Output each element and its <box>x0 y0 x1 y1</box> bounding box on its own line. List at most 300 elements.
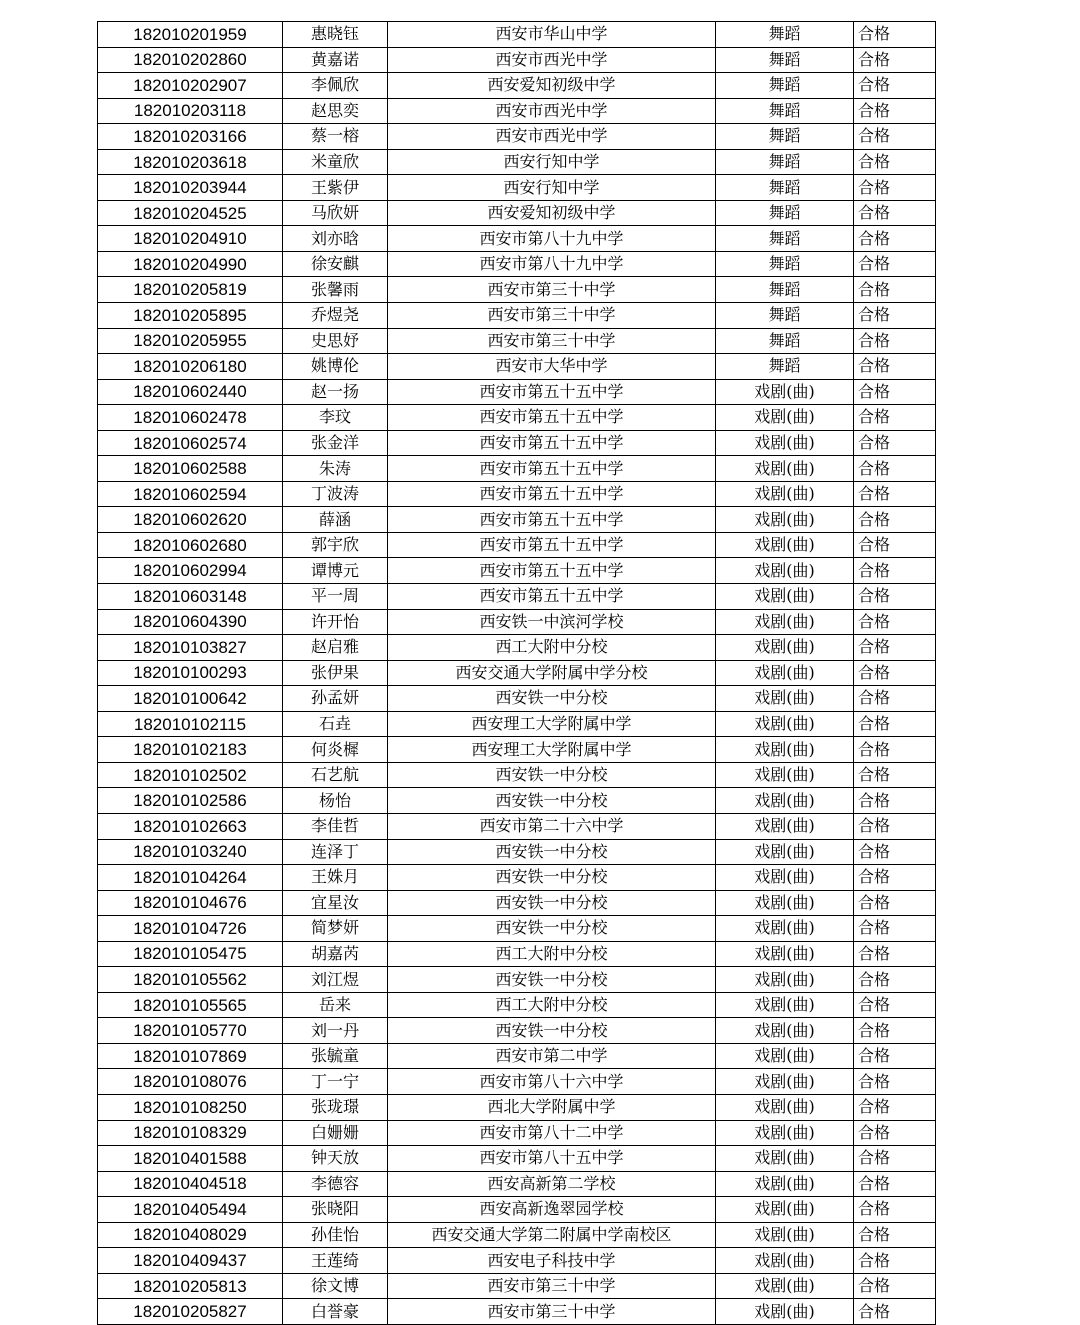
table-row <box>98 890 936 916</box>
category-cell: 舞蹈 <box>716 47 854 73</box>
category-cell: 戏剧(曲) <box>716 839 854 865</box>
school-cell: 西安铁一中分校 <box>388 762 716 788</box>
school-cell: 西安市华山中学 <box>388 22 716 48</box>
result-cell: 合格 <box>854 303 936 329</box>
exam-id-cell: 182010602680 <box>98 532 283 558</box>
exam-id-cell: 182010602478 <box>98 405 283 431</box>
category-cell: 舞蹈 <box>716 175 854 201</box>
table-row <box>98 1094 936 1120</box>
table-row <box>98 277 936 303</box>
result-cell: 合格 <box>854 916 936 942</box>
student-name-cell: 张伊果 <box>283 660 388 686</box>
student-name-cell: 王紫伊 <box>283 175 388 201</box>
table-row <box>98 354 936 380</box>
result-cell: 合格 <box>854 890 936 916</box>
school-cell: 西安交通大学第二附属中学南校区 <box>388 1222 716 1248</box>
results-table <box>97 21 936 1325</box>
table-row <box>98 865 936 891</box>
category-cell: 戏剧(曲) <box>716 1171 854 1197</box>
student-name-cell: 姚博伦 <box>283 354 388 380</box>
category-cell: 戏剧(曲) <box>716 916 854 942</box>
result-cell: 合格 <box>854 200 936 226</box>
table-row <box>98 1248 936 1274</box>
school-cell: 西安市第三十中学 <box>388 1273 716 1299</box>
exam-id-cell: 182010602440 <box>98 379 283 405</box>
result-cell: 合格 <box>854 251 936 277</box>
student-name-cell: 王莲绮 <box>283 1248 388 1274</box>
student-name-cell: 朱涛 <box>283 456 388 482</box>
student-name-cell: 黄嘉诺 <box>283 47 388 73</box>
result-cell: 合格 <box>854 1069 936 1095</box>
category-cell: 舞蹈 <box>716 22 854 48</box>
category-cell: 戏剧(曲) <box>716 1248 854 1274</box>
exam-id-cell: 182010105565 <box>98 992 283 1018</box>
table-row <box>98 1273 936 1299</box>
exam-id-cell: 182010105475 <box>98 941 283 967</box>
student-name-cell: 李玟 <box>283 405 388 431</box>
table-row <box>98 1120 936 1146</box>
student-name-cell: 郭宇欣 <box>283 532 388 558</box>
category-cell: 舞蹈 <box>716 251 854 277</box>
table-row <box>98 584 936 610</box>
exam-id-cell: 182010108250 <box>98 1094 283 1120</box>
student-name-cell: 马欣妍 <box>283 200 388 226</box>
result-cell: 合格 <box>854 507 936 533</box>
school-cell: 西安市第五十五中学 <box>388 379 716 405</box>
student-name-cell: 米童欣 <box>283 149 388 175</box>
result-cell: 合格 <box>854 73 936 99</box>
table-row <box>98 430 936 456</box>
student-name-cell: 石艺航 <box>283 762 388 788</box>
student-name-cell: 王姝月 <box>283 865 388 891</box>
category-cell: 戏剧(曲) <box>716 532 854 558</box>
exam-id-cell: 182010602994 <box>98 558 283 584</box>
result-cell: 合格 <box>854 558 936 584</box>
category-cell: 戏剧(曲) <box>716 507 854 533</box>
student-name-cell: 徐文博 <box>283 1273 388 1299</box>
school-cell: 西工大附中分校 <box>388 941 716 967</box>
exam-id-cell: 182010203118 <box>98 98 283 124</box>
result-cell: 合格 <box>854 1094 936 1120</box>
school-cell: 西安爱知初级中学 <box>388 200 716 226</box>
school-cell: 西安铁一中分校 <box>388 865 716 891</box>
student-name-cell: 李佳哲 <box>283 813 388 839</box>
school-cell: 西安市第八十五中学 <box>388 1146 716 1172</box>
school-cell: 西安市大华中学 <box>388 354 716 380</box>
category-cell: 戏剧(曲) <box>716 1299 854 1325</box>
school-cell: 西安铁一中分校 <box>388 1018 716 1044</box>
result-cell: 合格 <box>854 456 936 482</box>
result-cell: 合格 <box>854 635 936 661</box>
category-cell: 舞蹈 <box>716 73 854 99</box>
exam-id-cell: 182010102115 <box>98 711 283 737</box>
student-name-cell: 胡嘉芮 <box>283 941 388 967</box>
table-row <box>98 1146 936 1172</box>
result-cell: 合格 <box>854 175 936 201</box>
student-name-cell: 刘江煜 <box>283 967 388 993</box>
result-cell: 合格 <box>854 839 936 865</box>
result-cell: 合格 <box>854 532 936 558</box>
table-row <box>98 532 936 558</box>
exam-id-cell: 182010404518 <box>98 1171 283 1197</box>
exam-id-cell: 182010205819 <box>98 277 283 303</box>
category-cell: 戏剧(曲) <box>716 1043 854 1069</box>
student-name-cell: 张金洋 <box>283 430 388 456</box>
student-name-cell: 史思妤 <box>283 328 388 354</box>
student-name-cell: 孙佳怡 <box>283 1222 388 1248</box>
student-name-cell: 白誉豪 <box>283 1299 388 1325</box>
result-cell: 合格 <box>854 379 936 405</box>
school-cell: 西安行知中学 <box>388 149 716 175</box>
result-cell: 合格 <box>854 711 936 737</box>
category-cell: 戏剧(曲) <box>716 405 854 431</box>
category-cell: 戏剧(曲) <box>716 558 854 584</box>
student-name-cell: 何炎樨 <box>283 737 388 763</box>
student-name-cell: 赵启雅 <box>283 635 388 661</box>
school-cell: 西安市西光中学 <box>388 47 716 73</box>
exam-id-cell: 182010204525 <box>98 200 283 226</box>
school-cell: 西安电子科技中学 <box>388 1248 716 1274</box>
table-row <box>98 73 936 99</box>
result-cell: 合格 <box>854 405 936 431</box>
table-row <box>98 22 936 48</box>
result-cell: 合格 <box>854 992 936 1018</box>
exam-id-cell: 182010401588 <box>98 1146 283 1172</box>
exam-id-cell: 182010602574 <box>98 430 283 456</box>
exam-id-cell: 182010205955 <box>98 328 283 354</box>
exam-id-cell: 182010203618 <box>98 149 283 175</box>
exam-id-cell: 182010108329 <box>98 1120 283 1146</box>
student-name-cell: 钟天放 <box>283 1146 388 1172</box>
exam-id-cell: 182010201959 <box>98 22 283 48</box>
student-name-cell: 丁波涛 <box>283 481 388 507</box>
student-name-cell: 张馨雨 <box>283 277 388 303</box>
table-row <box>98 251 936 277</box>
category-cell: 戏剧(曲) <box>716 1069 854 1095</box>
exam-id-cell: 182010602620 <box>98 507 283 533</box>
student-name-cell: 刘亦晗 <box>283 226 388 252</box>
school-cell: 西安市西光中学 <box>388 98 716 124</box>
category-cell: 戏剧(曲) <box>716 992 854 1018</box>
results-table-body <box>98 22 936 1325</box>
school-cell: 西安市第八十九中学 <box>388 226 716 252</box>
exam-id-cell: 182010408029 <box>98 1222 283 1248</box>
exam-id-cell: 182010102586 <box>98 788 283 814</box>
student-name-cell: 李德容 <box>283 1171 388 1197</box>
result-cell: 合格 <box>854 1146 936 1172</box>
exam-id-cell: 182010103827 <box>98 635 283 661</box>
category-cell: 戏剧(曲) <box>716 1222 854 1248</box>
exam-id-cell: 182010203166 <box>98 124 283 150</box>
school-cell: 西安市第五十五中学 <box>388 456 716 482</box>
exam-id-cell: 182010105770 <box>98 1018 283 1044</box>
result-cell: 合格 <box>854 22 936 48</box>
result-cell: 合格 <box>854 941 936 967</box>
category-cell: 戏剧(曲) <box>716 660 854 686</box>
result-cell: 合格 <box>854 762 936 788</box>
category-cell: 戏剧(曲) <box>716 762 854 788</box>
result-cell: 合格 <box>854 354 936 380</box>
school-cell: 西安市第八十六中学 <box>388 1069 716 1095</box>
category-cell: 戏剧(曲) <box>716 1146 854 1172</box>
result-cell: 合格 <box>854 226 936 252</box>
result-cell: 合格 <box>854 1018 936 1044</box>
school-cell: 西安市第五十五中学 <box>388 558 716 584</box>
table-row <box>98 839 936 865</box>
table-row <box>98 124 936 150</box>
school-cell: 西安市第八十九中学 <box>388 251 716 277</box>
table-row <box>98 149 936 175</box>
result-cell: 合格 <box>854 1120 936 1146</box>
category-cell: 戏剧(曲) <box>716 1094 854 1120</box>
student-name-cell: 白姗姗 <box>283 1120 388 1146</box>
student-name-cell: 李佩欣 <box>283 73 388 99</box>
exam-id-cell: 182010107869 <box>98 1043 283 1069</box>
school-cell: 西安理工大学附属中学 <box>388 737 716 763</box>
category-cell: 舞蹈 <box>716 303 854 329</box>
result-cell: 合格 <box>854 277 936 303</box>
school-cell: 西安高新逸翠园学校 <box>388 1197 716 1223</box>
result-cell: 合格 <box>854 967 936 993</box>
table-row <box>98 303 936 329</box>
category-cell: 戏剧(曲) <box>716 686 854 712</box>
school-cell: 西安行知中学 <box>388 175 716 201</box>
table-row <box>98 558 936 584</box>
exam-id-cell: 182010205827 <box>98 1299 283 1325</box>
result-cell: 合格 <box>854 813 936 839</box>
result-cell: 合格 <box>854 1273 936 1299</box>
school-cell: 西安爱知初级中学 <box>388 73 716 99</box>
student-name-cell: 张晓阳 <box>283 1197 388 1223</box>
school-cell: 西安市第二十六中学 <box>388 813 716 839</box>
exam-id-cell: 182010104726 <box>98 916 283 942</box>
result-cell: 合格 <box>854 865 936 891</box>
student-name-cell: 丁一宁 <box>283 1069 388 1095</box>
school-cell: 西安铁一中分校 <box>388 686 716 712</box>
school-cell: 西安市第八十二中学 <box>388 1120 716 1146</box>
table-row <box>98 660 936 686</box>
exam-id-cell: 182010102183 <box>98 737 283 763</box>
student-name-cell: 薛涵 <box>283 507 388 533</box>
student-name-cell: 张珑璟 <box>283 1094 388 1120</box>
student-name-cell: 平一周 <box>283 584 388 610</box>
school-cell: 西安铁一中滨河学校 <box>388 609 716 635</box>
table-row <box>98 456 936 482</box>
exam-id-cell: 182010104676 <box>98 890 283 916</box>
category-cell: 舞蹈 <box>716 277 854 303</box>
result-cell: 合格 <box>854 481 936 507</box>
school-cell: 西工大附中分校 <box>388 992 716 1018</box>
category-cell: 戏剧(曲) <box>716 1018 854 1044</box>
exam-id-cell: 182010102502 <box>98 762 283 788</box>
table-row <box>98 1222 936 1248</box>
category-cell: 戏剧(曲) <box>716 1120 854 1146</box>
exam-id-cell: 182010603148 <box>98 584 283 610</box>
category-cell: 舞蹈 <box>716 149 854 175</box>
exam-id-cell: 182010202907 <box>98 73 283 99</box>
school-cell: 西安市西光中学 <box>388 124 716 150</box>
table-row <box>98 507 936 533</box>
student-name-cell: 石垚 <box>283 711 388 737</box>
table-row <box>98 967 936 993</box>
result-cell: 合格 <box>854 1248 936 1274</box>
school-cell: 西安铁一中分校 <box>388 839 716 865</box>
result-cell: 合格 <box>854 660 936 686</box>
student-name-cell: 赵一扬 <box>283 379 388 405</box>
result-cell: 合格 <box>854 1197 936 1223</box>
exam-id-cell: 182010202860 <box>98 47 283 73</box>
exam-id-cell: 182010100293 <box>98 660 283 686</box>
table-row <box>98 1299 936 1325</box>
category-cell: 舞蹈 <box>716 354 854 380</box>
table-row <box>98 98 936 124</box>
table-row <box>98 379 936 405</box>
school-cell: 西安市第五十五中学 <box>388 405 716 431</box>
exam-id-cell: 182010205813 <box>98 1273 283 1299</box>
student-name-cell: 赵思奕 <box>283 98 388 124</box>
school-cell: 西安交通大学附属中学分校 <box>388 660 716 686</box>
exam-id-cell: 182010104264 <box>98 865 283 891</box>
category-cell: 戏剧(曲) <box>716 711 854 737</box>
table-row <box>98 941 936 967</box>
exam-id-cell: 182010105562 <box>98 967 283 993</box>
result-cell: 合格 <box>854 609 936 635</box>
student-name-cell: 连泽丁 <box>283 839 388 865</box>
category-cell: 戏剧(曲) <box>716 967 854 993</box>
category-cell: 戏剧(曲) <box>716 456 854 482</box>
school-cell: 西安市第三十中学 <box>388 277 716 303</box>
table-row <box>98 813 936 839</box>
result-cell: 合格 <box>854 124 936 150</box>
result-cell: 合格 <box>854 584 936 610</box>
table-row <box>98 737 936 763</box>
category-cell: 舞蹈 <box>716 200 854 226</box>
school-cell: 西安铁一中分校 <box>388 788 716 814</box>
school-cell: 西安市第五十五中学 <box>388 481 716 507</box>
exam-id-cell: 182010405494 <box>98 1197 283 1223</box>
school-cell: 西北大学附属中学 <box>388 1094 716 1120</box>
exam-id-cell: 182010204910 <box>98 226 283 252</box>
exam-id-cell: 182010604390 <box>98 609 283 635</box>
result-cell: 合格 <box>854 788 936 814</box>
result-cell: 合格 <box>854 149 936 175</box>
student-name-cell: 许开怡 <box>283 609 388 635</box>
category-cell: 戏剧(曲) <box>716 941 854 967</box>
student-name-cell: 孙孟妍 <box>283 686 388 712</box>
table-row <box>98 1043 936 1069</box>
category-cell: 戏剧(曲) <box>716 788 854 814</box>
category-cell: 舞蹈 <box>716 98 854 124</box>
table-row <box>98 711 936 737</box>
category-cell: 舞蹈 <box>716 124 854 150</box>
exam-id-cell: 182010102663 <box>98 813 283 839</box>
result-cell: 合格 <box>854 1171 936 1197</box>
table-row <box>98 788 936 814</box>
student-name-cell: 乔煜尧 <box>283 303 388 329</box>
exam-id-cell: 182010409437 <box>98 1248 283 1274</box>
category-cell: 戏剧(曲) <box>716 635 854 661</box>
table-row <box>98 1171 936 1197</box>
result-cell: 合格 <box>854 1043 936 1069</box>
category-cell: 戏剧(曲) <box>716 813 854 839</box>
category-cell: 戏剧(曲) <box>716 865 854 891</box>
category-cell: 舞蹈 <box>716 328 854 354</box>
school-cell: 西安市第五十五中学 <box>388 532 716 558</box>
result-cell: 合格 <box>854 737 936 763</box>
category-cell: 戏剧(曲) <box>716 379 854 405</box>
student-name-cell: 徐安麒 <box>283 251 388 277</box>
exam-id-cell: 182010602588 <box>98 456 283 482</box>
category-cell: 戏剧(曲) <box>716 890 854 916</box>
exam-id-cell: 182010203944 <box>98 175 283 201</box>
exam-id-cell: 182010205895 <box>98 303 283 329</box>
school-cell: 西安理工大学附属中学 <box>388 711 716 737</box>
student-name-cell: 惠晓钰 <box>283 22 388 48</box>
school-cell: 西工大附中分校 <box>388 635 716 661</box>
table-row <box>98 1018 936 1044</box>
result-cell: 合格 <box>854 686 936 712</box>
table-row <box>98 481 936 507</box>
table-row <box>98 175 936 201</box>
student-name-cell: 宜星汝 <box>283 890 388 916</box>
student-name-cell: 岳来 <box>283 992 388 1018</box>
school-cell: 西安市第三十中学 <box>388 1299 716 1325</box>
exam-id-cell: 182010100642 <box>98 686 283 712</box>
student-name-cell: 刘一丹 <box>283 1018 388 1044</box>
school-cell: 西安市第五十五中学 <box>388 507 716 533</box>
student-name-cell: 杨怡 <box>283 788 388 814</box>
table-row <box>98 226 936 252</box>
student-name-cell: 张毓童 <box>283 1043 388 1069</box>
exam-id-cell: 182010206180 <box>98 354 283 380</box>
category-cell: 戏剧(曲) <box>716 1273 854 1299</box>
table-row <box>98 992 936 1018</box>
result-cell: 合格 <box>854 47 936 73</box>
result-cell: 合格 <box>854 1299 936 1325</box>
table-row <box>98 1069 936 1095</box>
school-cell: 西安铁一中分校 <box>388 916 716 942</box>
school-cell: 西安高新第二学校 <box>388 1171 716 1197</box>
school-cell: 西安市第五十五中学 <box>388 584 716 610</box>
school-cell: 西安市第二中学 <box>388 1043 716 1069</box>
table-row <box>98 635 936 661</box>
exam-id-cell: 182010103240 <box>98 839 283 865</box>
student-name-cell: 谭博元 <box>283 558 388 584</box>
school-cell: 西安市第三十中学 <box>388 303 716 329</box>
school-cell: 西安铁一中分校 <box>388 967 716 993</box>
table-row <box>98 200 936 226</box>
exam-id-cell: 182010602594 <box>98 481 283 507</box>
result-cell: 合格 <box>854 1222 936 1248</box>
table-row <box>98 609 936 635</box>
category-cell: 舞蹈 <box>716 226 854 252</box>
student-name-cell: 简梦妍 <box>283 916 388 942</box>
result-cell: 合格 <box>854 328 936 354</box>
category-cell: 戏剧(曲) <box>716 584 854 610</box>
table-row <box>98 1197 936 1223</box>
category-cell: 戏剧(曲) <box>716 609 854 635</box>
category-cell: 戏剧(曲) <box>716 737 854 763</box>
table-row <box>98 47 936 73</box>
student-name-cell: 蔡一榕 <box>283 124 388 150</box>
table-row <box>98 405 936 431</box>
table-row <box>98 328 936 354</box>
table-row <box>98 762 936 788</box>
school-cell: 西安铁一中分校 <box>388 890 716 916</box>
table-row <box>98 686 936 712</box>
result-cell: 合格 <box>854 430 936 456</box>
table-row <box>98 916 936 942</box>
